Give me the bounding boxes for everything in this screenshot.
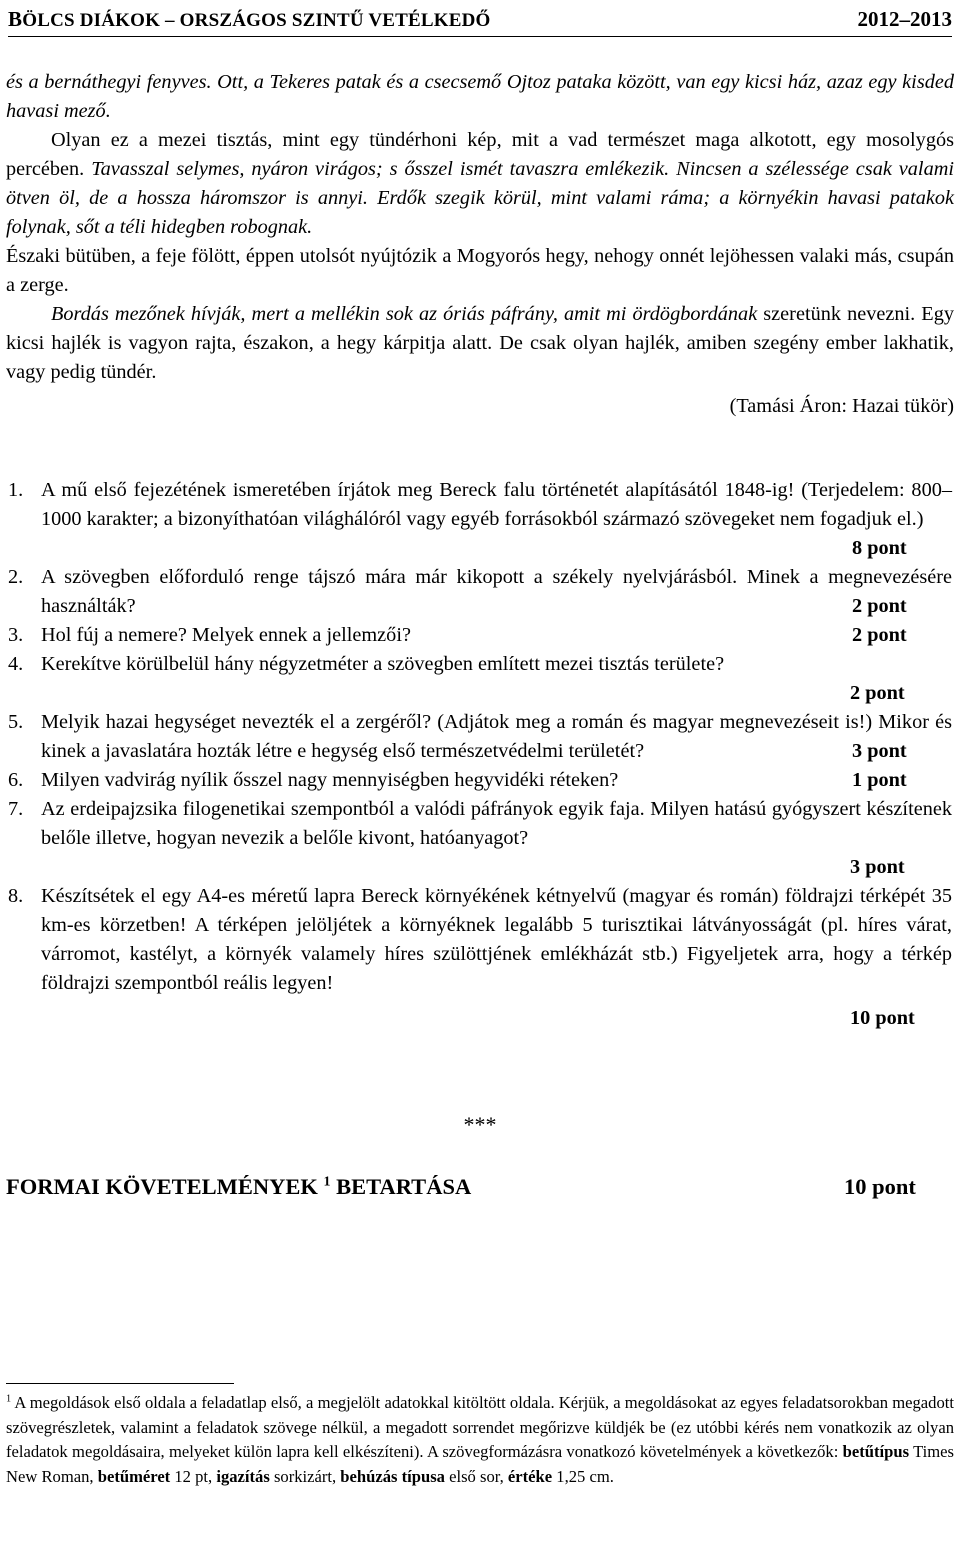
question-item: 7. Az erdeipajzsika filogenetikai szempontból a valódi páfrányok egyik faja. Milyen hatású gyógyszert készítenek belőle illetve, hogyan nevezik a belőle kivont, hatóanyagot?	[8, 798, 952, 849]
question-item: 2. A szövegben előforduló renge tájszó mára már kikopott a székely nyelvjárásból. Minek a megnevezésére használták? 2 pont	[8, 563, 952, 621]
question-points: 8 pont	[852, 537, 907, 559]
formal-requirements-points: 10 pont	[844, 1174, 916, 1199]
question-item: 8. Készítsétek el egy A4-es méretű lapra Bereck környékének kétnyelvű (magyar és román) földrajzi térképét 35 km-es körzetben! A térképen jelöljétek a környéknek legalább 5 turisztikai látványosságát (pl. híres várat, várromot, kastélyt, a környék valamely híres szülöttjének emlékházát stb.) Figyeljetek arra, hogy a térkép földrajzi szempontból reális legyen!	[8, 885, 952, 994]
footnote: $^1$ A megoldások első oldala a feladatlap első, a megjelölt adatokkal kitöltött oldala. Kérjük, a megoldásokat az egyes feladatsorokban megadott szövegrészletek, valamint a feladatok szövege nélkül, a megadott sorrendet megőrizve küldjék be (ez utóbbi kérés nem vonatkozik az olyan feladatok megoldásaira, melyeket külön lapra kell elkészíteni). A szövegformázásra vonatkozó követelmények a következők: betűtípus Times New Roman, betűméret 12 pt, igazítás sorkizárt, behúzás típusa első sor, értéke 1,25 cm.	[6, 1393, 954, 1486]
question-item: 4. Kerekítve körülbelül hány négyzetméter a szövegben említett mezei tisztás területe?	[8, 653, 725, 675]
passage-paragraph-4: Bordás mezőnek hívják, mert a mellékin sok az óriás páfrány, amit mi ördögbordának szeretünk nevezni. Egy kicsi hajlék is vagyon rajta, északon, a hegy kárpitja alatt. De csak olyan hajlék, amiben szegény ember lakhatik, vagy pedig tündér.	[6, 303, 954, 383]
question-points: 3 pont	[850, 856, 905, 878]
formal-requirements-heading: FORMAI KÖVETELMÉNYEK $^1$ BETARTÁSA 10 pont	[6, 1174, 952, 1200]
footnote-divider	[6, 1383, 234, 1384]
question-item: 5. Melyik hazai hegységet nevezték el a zergéről? (Adjátok meg a román és magyar megnevezéseit is!) Mikor és kinek a javaslatára hozták létre e hegység első természetvédelmi területét? 3 pont	[8, 708, 952, 766]
passage-source: (Tamási Áron: Hazai tükör)	[729, 395, 954, 417]
question-points: 1 pont	[852, 769, 907, 791]
passage-paragraph-3: Északi bütüben, a feje fölött, éppen utolsót nyújtózik a Mogyorós hegy, nehogy onnét lejöhessen valaki más, csupán a zerge.	[6, 245, 954, 296]
footnote-reference: 1	[323, 1174, 331, 1190]
question-points: 2 pont	[850, 682, 905, 704]
question-points: 2 pont	[852, 595, 907, 617]
question-item: 3. Hol fúj a nemere? Melyek ennek a jellemzői? 2 pont	[8, 621, 952, 650]
contest-title: BÖLCS DIÁKOK – ORSZÁGOS SZINTŰ VETÉLKEDŐ	[8, 6, 491, 31]
literary-passage	[6, 68, 954, 421]
question-points: 3 pont	[852, 740, 907, 762]
question-item: 1. A mű első fejezétének ismeretében írjátok meg Bereck falu történetét alapításától 1848-ig! (Terjedelem: 800–1000 karakter; a bizonyíthatóan világhálóról vagy egyéb forrásokból származó szövegeket nem fogadjuk el.) 8 pont	[8, 476, 952, 563]
passage-paragraph-1: és a bernáthegyi fenyves. Ott, a Tekeres patak és a csecsemő Ojtoz pataka között, van egy kicsi ház, azaz egy kisded havasi mező.	[6, 71, 954, 122]
question-list	[8, 476, 952, 1033]
question-item: 6. Milyen vadvirág nyílik ősszel nagy mennyiségben hegyvidéki réteken? 1 pont	[8, 766, 952, 795]
question-points: 2 pont	[852, 624, 907, 646]
page-header	[8, 2, 952, 37]
section-separator: ***	[463, 1112, 497, 1137]
passage-paragraph-2: Olyan ez a mezei tisztás, mint egy tündérhoni kép, mit a vad természet maga alkotott, egy mosolygós percében. Tavasszal selymes, nyáron virágos; s ősszel ismét tavaszra emlékezik. Nincsen a szélessége csak valami ötven öl, de a hossza háromszor is annyi. Erdők szegik körül, mint valami ráma; a környékin havasi patakok folynak, sőt a téli hidegben robognak.	[6, 129, 954, 238]
question-points: 10 pont	[850, 1007, 915, 1029]
school-year: 2012–2013	[857, 6, 952, 31]
